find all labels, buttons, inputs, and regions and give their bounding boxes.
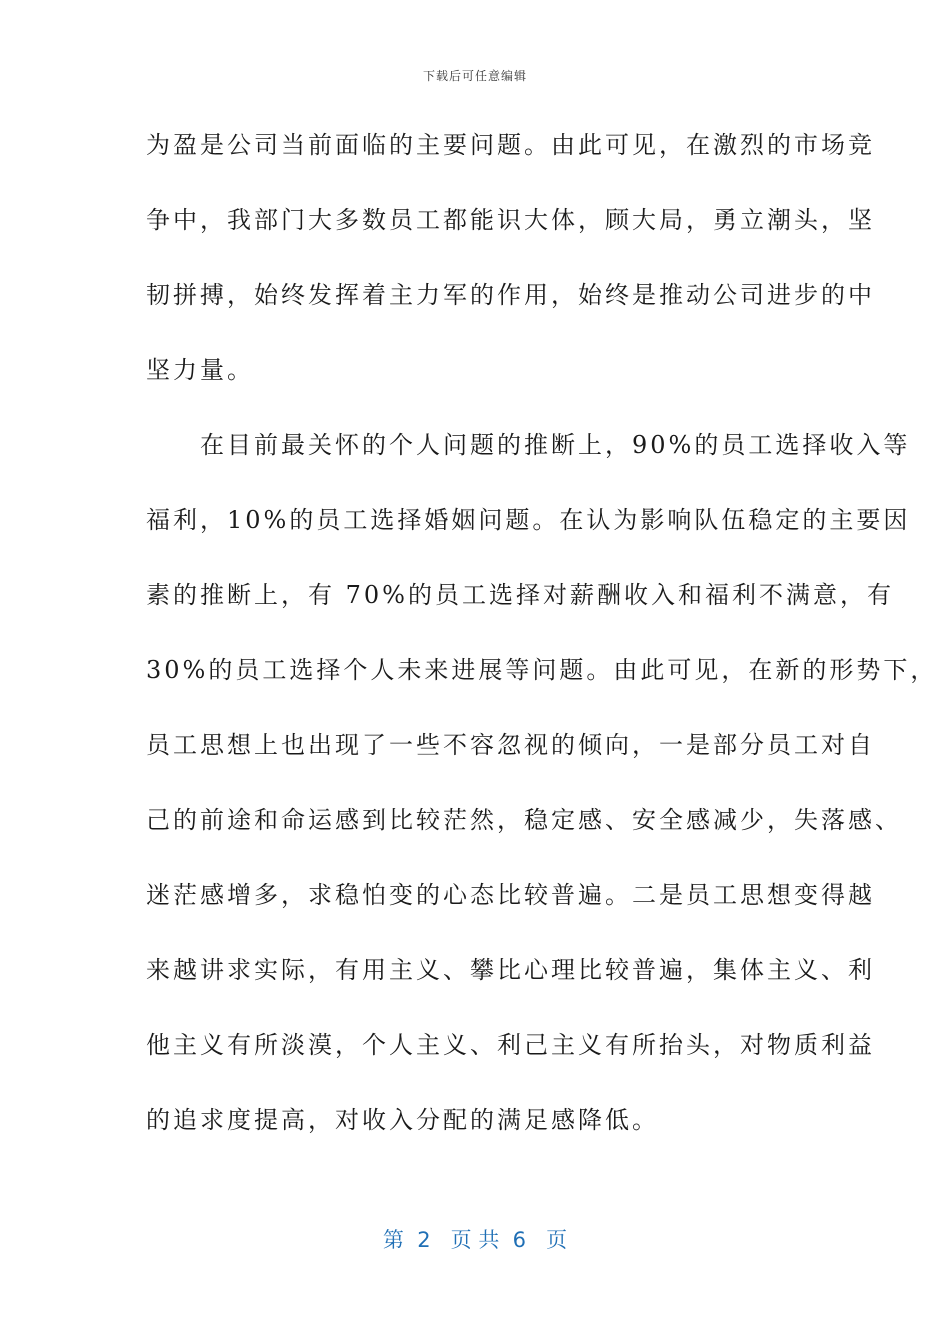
text-line: 争中，我部门大多数员工都能识大体，顾大局，勇立潮头，坚 [146,206,875,234]
text-line: 员工思想上也出现了一些不容忽视的倾向，一是部分员工对自 [146,731,875,759]
text-line: 他主义有所淡漠，个人主义、利己主义有所抬头，对物质利益 [146,1031,875,1059]
text-line: 素的推断上，有 70%的员工选择对薪酬收入和福利不满意，有 [146,581,894,609]
text-line: 坚力量。 [146,356,254,384]
text-line: 韧拼搏，始终发挥着主力军的作用，始终是推动公司进步的中 [146,281,875,309]
text-line: 迷茫感增多，求稳怕变的心态比较普遍。二是员工思想变得越 [146,881,875,909]
text-line: 30%的员工选择个人未来进展等问题。由此可见，在新的形势下， [146,656,938,684]
document-body [146,126,938,1176]
page-header: 下载后可任意编辑 [422,69,527,83]
page-number-footer: 第 2 页 共 6 页 [382,1228,568,1252]
text-line: 己的前途和命运感到比较茫然，稳定感、安全感减少，失落感、 [146,806,902,834]
text-line: 的追求度提高，对收入分配的满足感降低。 [146,1106,659,1134]
text-line: 来越讲求实际，有用主义、攀比心理比较普遍，集体主义、利 [146,956,875,984]
text-line: 为盈是公司当前面临的主要问题。由此可见，在激烈的市场竞 [146,131,875,159]
text-line: 福利，10%的员工选择婚姻问题。在认为影响队伍稳定的主要因 [146,506,911,534]
text-line: 在目前最关怀的个人问题的推断上，90%的员工选择收入等 [146,431,911,459]
